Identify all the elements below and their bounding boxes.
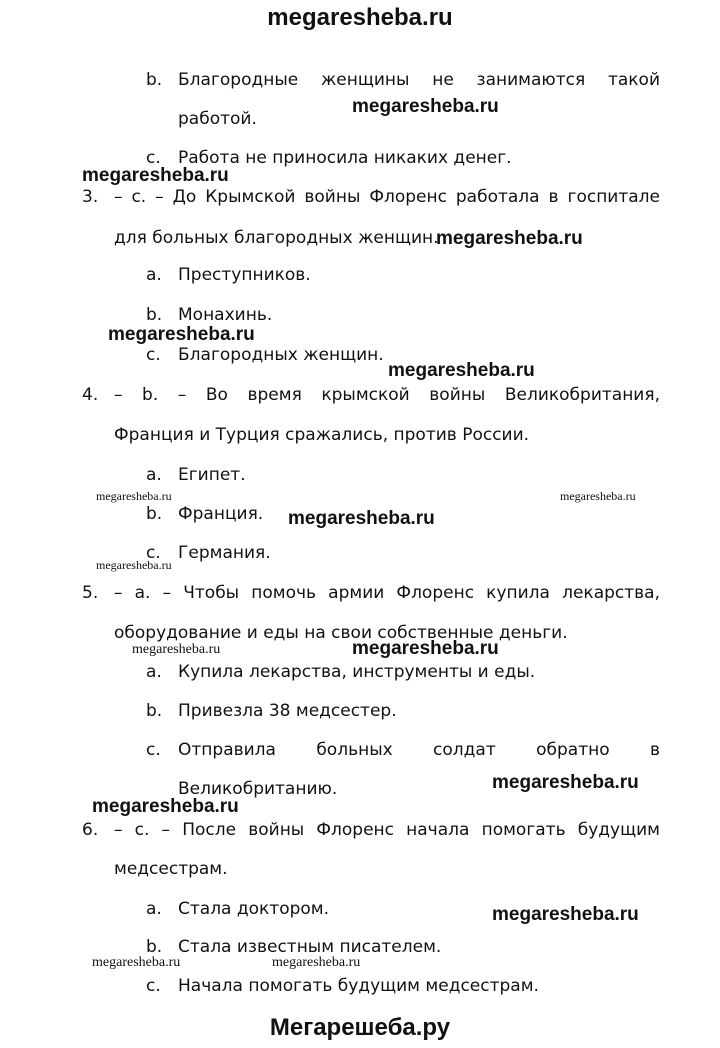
option-text: Франция. [178, 504, 264, 524]
site-header: megaresheba.ru [267, 4, 453, 31]
option-text-cont: Великобританию. [178, 779, 338, 799]
question-answer: – c. – До Крымской войны Флоренс работала в госпитале [114, 187, 660, 207]
option-label: a. [146, 899, 162, 919]
watermark: megaresheba.ru [492, 772, 639, 793]
watermark: megaresheba.ru [288, 508, 435, 529]
watermark: megaresheba.ru [82, 165, 229, 186]
option-text: Благородные женщины не занимаются такой [178, 70, 660, 90]
question-number: 4. [82, 385, 99, 405]
option-text: Работа не приносила никаких денег. [178, 148, 512, 168]
question-answer-cont: оборудование и еды на свои собственные деньги. [114, 623, 568, 643]
option-text: Купила лекарства, инструменты и еды. [178, 662, 536, 682]
question-answer-cont: Франция и Турция сражались, против России. [114, 425, 530, 445]
option-text: Благородных женщин. [178, 345, 384, 365]
watermark-medium: megaresheba.ru [92, 955, 181, 970]
option-text: Преступников. [178, 265, 311, 285]
option-text: Отправила больных солдат обратно в [178, 740, 660, 760]
option-text: Начала помогать будущим медсестрам. [178, 976, 539, 996]
watermark-small: megaresheba.ru [96, 489, 172, 503]
question-number: 3. [82, 187, 99, 207]
watermark: megaresheba.ru [352, 96, 499, 117]
site-footer: Мегарешеба.ру [269, 1014, 451, 1041]
option-label: b. [146, 701, 163, 721]
option-label: b. [146, 70, 163, 90]
watermark: megaresheba.ru [492, 904, 639, 925]
question-number: 5. [82, 583, 99, 603]
watermark-medium: megaresheba.ru [132, 642, 221, 657]
option-text-cont: работой. [178, 109, 257, 129]
option-text: Стала доктором. [178, 899, 330, 919]
question-answer: – b. – Во время крымской войны Великобритания, [114, 385, 660, 405]
option-text: Привезла 38 медсестер. [178, 701, 397, 721]
question-number: 6. [82, 820, 99, 840]
question-answer: – c. – После войны Флоренс начала помогать будущим [114, 820, 660, 840]
option-label: b. [146, 937, 163, 957]
option-text: Германия. [178, 543, 271, 563]
option-label: c. [146, 740, 161, 760]
option-text: Стала известным писателем. [178, 937, 442, 957]
option-label: a. [146, 265, 162, 285]
watermark: megaresheba.ru [92, 796, 239, 817]
question-answer: – a. – Чтобы помочь армии Флоренс купила лекарства, [114, 583, 660, 603]
option-label: c. [146, 543, 161, 563]
watermark: megaresheba.ru [436, 228, 583, 249]
watermark-medium: megaresheba.ru [272, 955, 361, 970]
option-label: c. [146, 976, 161, 996]
option-label: a. [146, 662, 162, 682]
watermark-small: megaresheba.ru [560, 489, 636, 503]
option-text: Монахинь. [178, 305, 273, 325]
question-answer-cont: медсестрам. [114, 859, 228, 879]
option-label: c. [146, 345, 161, 365]
option-label: b. [146, 504, 163, 524]
option-label: a. [146, 465, 162, 485]
watermark: megaresheba.ru [388, 360, 535, 381]
watermark: megaresheba.ru [108, 324, 255, 345]
option-text: Египет. [178, 465, 246, 485]
watermark: megaresheba.ru [352, 638, 499, 659]
option-label: b. [146, 305, 163, 325]
watermark-small: megaresheba.ru [96, 558, 172, 572]
option-label: c. [146, 148, 161, 168]
question-answer-cont: для больных благородных женщин. [114, 228, 439, 248]
